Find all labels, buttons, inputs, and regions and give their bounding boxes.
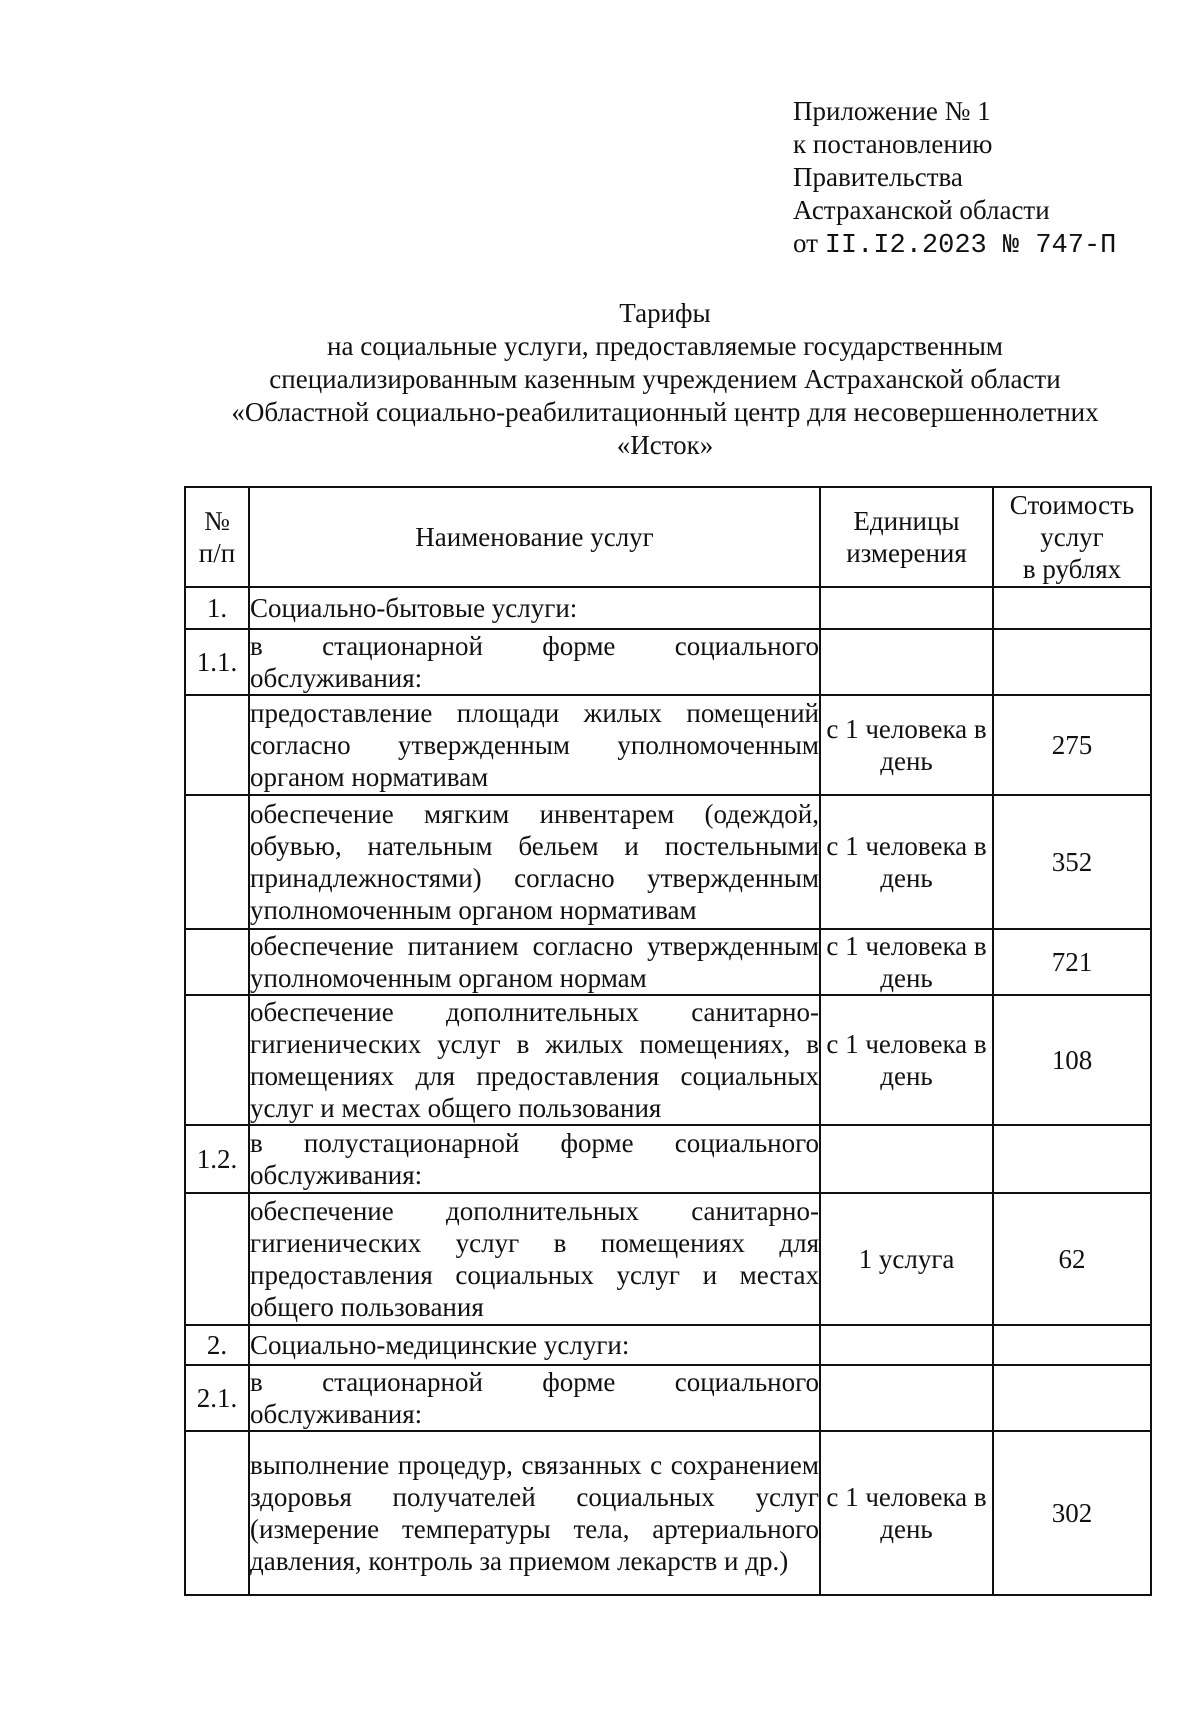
row-name: выполнение процедур, связанных с сохранением здоровья получателей социальных услуг (измерение температуры тела, артериального давления, контроль за приемом лекарств и др.) bbox=[249, 1431, 820, 1595]
header-num bbox=[185, 487, 249, 587]
row-name: Социально-медицинские услуги: bbox=[249, 1325, 820, 1365]
header-unit bbox=[820, 487, 993, 587]
row-price: 108 bbox=[993, 995, 1151, 1125]
row-price: 352 bbox=[993, 795, 1151, 929]
title-line: Тарифы bbox=[619, 298, 711, 328]
title-line: «Исток» bbox=[616, 430, 714, 460]
title-line: специализированным казенным учреждением Астраханской области bbox=[269, 364, 1061, 394]
table-row bbox=[185, 795, 1151, 929]
appendix-block bbox=[793, 95, 1116, 263]
row-price: 62 bbox=[993, 1193, 1151, 1325]
row-unit: с 1 человека в день bbox=[820, 695, 993, 795]
row-unit bbox=[820, 587, 993, 629]
row-name: в полустационарной форме социального обслуживания: bbox=[249, 1125, 820, 1193]
row-name: в стационарной форме социального обслуживания: bbox=[250, 1367, 819, 1429]
row-unit bbox=[820, 1125, 993, 1193]
header-price-line: услуг bbox=[1040, 522, 1104, 552]
appendix-date-line bbox=[793, 227, 1116, 263]
row-num bbox=[185, 1431, 249, 1595]
row-name: Социально-бытовые услуги: bbox=[249, 587, 820, 629]
title-line: «Областной социально-реабилитационный центр для несовершеннолетних bbox=[231, 397, 1099, 427]
header-num-line: п/п bbox=[198, 538, 236, 568]
row-num bbox=[185, 1193, 249, 1325]
header-num-line: № bbox=[204, 506, 230, 536]
row-price bbox=[993, 587, 1151, 629]
row-price: 302 bbox=[993, 1431, 1151, 1595]
table-row bbox=[185, 1431, 1151, 1595]
header-price-line: Стоимость bbox=[1009, 490, 1135, 520]
header-unit-line: Единицы bbox=[853, 506, 960, 536]
row-unit: 1 услуга bbox=[820, 1193, 993, 1325]
table-row bbox=[185, 629, 1151, 695]
table-row bbox=[185, 1193, 1151, 1325]
row-name: обеспечение питанием согласно утвержденным уполномоченным органом нормам bbox=[250, 931, 819, 993]
row-unit: с 1 человека в день bbox=[820, 995, 993, 1125]
row-name: предоставление площади жилых помещений согласно утвержденным уполномоченным органом нормативам bbox=[249, 695, 820, 795]
row-unit: с 1 человека в день bbox=[820, 929, 993, 995]
row-num: 2. bbox=[185, 1325, 249, 1365]
row-num: 1.2. bbox=[185, 1125, 249, 1193]
row-price bbox=[993, 629, 1151, 695]
row-name: обеспечение дополнительных санитарно-гигиенических услуг в жилых помещениях, в помещениях для предоставления социальных услуг и местах общего пользования bbox=[250, 997, 819, 1123]
table-row bbox=[185, 1125, 1151, 1193]
row-num bbox=[185, 695, 249, 795]
header-name: Наименование услуг bbox=[249, 487, 820, 587]
header-price-line: в рублях bbox=[1022, 554, 1122, 584]
appendix-date-prefix: от bbox=[793, 228, 818, 258]
table-row bbox=[185, 695, 1151, 795]
appendix-line: Правительства bbox=[793, 162, 963, 192]
row-price bbox=[993, 1365, 1151, 1431]
row-unit bbox=[820, 629, 993, 695]
table-row bbox=[185, 587, 1151, 629]
title-line: на социальные услуги, предоставляемые государственным bbox=[327, 331, 1003, 361]
appendix-line: Астраханской области bbox=[793, 195, 1050, 225]
appendix-date-value: II.I2.2023 № 747-П bbox=[824, 231, 1117, 261]
row-unit: с 1 человека в день bbox=[820, 1431, 993, 1595]
row-name: в стационарной форме социального обслуживания: bbox=[250, 631, 819, 693]
document-title bbox=[190, 297, 1140, 462]
appendix-line: к постановлению bbox=[793, 129, 993, 159]
row-price bbox=[993, 1325, 1151, 1365]
row-price bbox=[993, 1125, 1151, 1193]
table-row bbox=[185, 1365, 1151, 1431]
table-row bbox=[185, 995, 1151, 1125]
tariffs-table bbox=[184, 486, 1152, 1596]
row-unit bbox=[820, 1325, 993, 1365]
table-header-row bbox=[185, 487, 1151, 587]
header-unit-line: измерения bbox=[846, 538, 967, 568]
row-name: обеспечение дополнительных санитарно-гигиенических услуг в помещениях для предоставления социальных услуг и местах общего пользования bbox=[249, 1193, 820, 1325]
row-num: 1. bbox=[185, 587, 249, 629]
row-unit bbox=[820, 1365, 993, 1431]
header-price bbox=[993, 487, 1151, 587]
row-num bbox=[185, 995, 249, 1125]
table-row bbox=[185, 1325, 1151, 1365]
row-num: 2.1. bbox=[185, 1365, 249, 1431]
table-row bbox=[185, 929, 1151, 995]
row-unit: с 1 человека в день bbox=[820, 795, 993, 929]
row-price: 275 bbox=[993, 695, 1151, 795]
appendix-line: Приложение № 1 bbox=[793, 96, 991, 126]
row-num: 1.1. bbox=[185, 629, 249, 695]
row-price: 721 bbox=[993, 929, 1151, 995]
row-name: обеспечение мягким инвентарем (одеждой, обувью, нательным бельем и постельными принадлежностями) согласно утвержденным уполномоченным органом нормативам bbox=[249, 795, 820, 929]
row-num bbox=[185, 795, 249, 929]
row-num bbox=[185, 929, 249, 995]
